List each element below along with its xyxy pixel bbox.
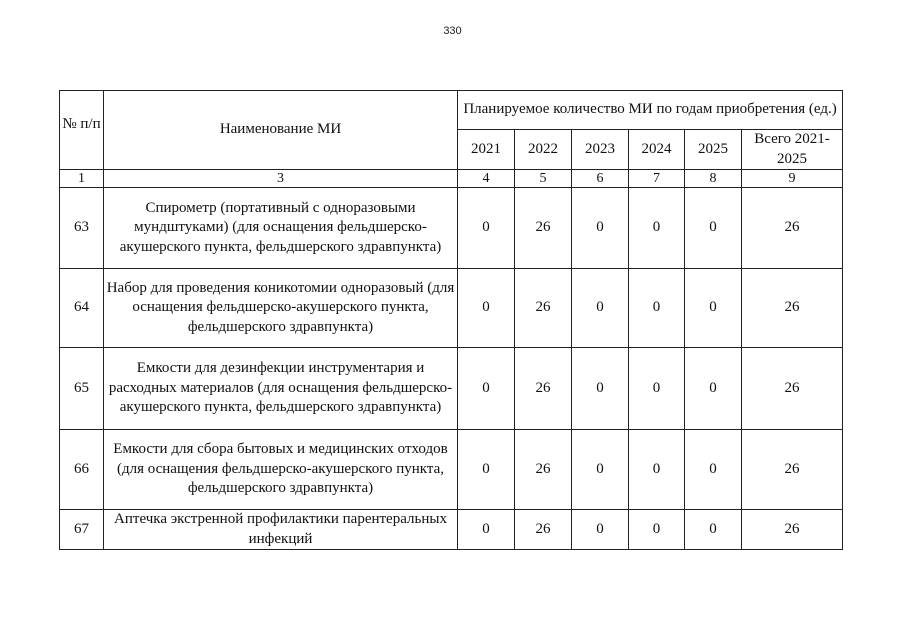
row-number: 65 [60, 348, 104, 430]
value-2023: 0 [572, 348, 629, 430]
column-number: 9 [742, 170, 843, 188]
table-row [60, 188, 843, 269]
header-name: Наименование МИ [104, 91, 458, 170]
column-number: 8 [685, 170, 742, 188]
page-number: 330 [443, 25, 462, 37]
value-2024: 0 [629, 269, 685, 348]
value-2025: 0 [685, 269, 742, 348]
value-2022: 26 [515, 188, 572, 269]
equipment-table-container [59, 90, 842, 550]
column-number: 1 [60, 170, 104, 188]
value-2022: 26 [515, 430, 572, 510]
value-2023: 0 [572, 269, 629, 348]
header-year-2022: 2022 [515, 130, 572, 170]
value-2021: 0 [458, 510, 515, 550]
value-total: 26 [742, 430, 843, 510]
value-2023: 0 [572, 188, 629, 269]
value-2024: 0 [629, 510, 685, 550]
value-2025: 0 [685, 188, 742, 269]
value-2024: 0 [629, 188, 685, 269]
column-number: 6 [572, 170, 629, 188]
header-year-2023: 2023 [572, 130, 629, 170]
value-2025: 0 [685, 430, 742, 510]
item-name: Аптечка экстренной профилактики парентеральных инфекций [104, 510, 458, 550]
value-2023: 0 [572, 430, 629, 510]
value-2021: 0 [458, 269, 515, 348]
row-number: 63 [60, 188, 104, 269]
value-2023: 0 [572, 510, 629, 550]
table-row [60, 430, 843, 510]
value-2025: 0 [685, 510, 742, 550]
equipment-table [59, 90, 843, 550]
row-number: 66 [60, 430, 104, 510]
column-numbers-row [60, 170, 843, 188]
row-number: 67 [60, 510, 104, 550]
header-number: № п/п [60, 91, 104, 170]
header-planned-quantity: Планируемое количество МИ по годам приобретения (ед.) [458, 91, 843, 130]
value-total: 26 [742, 510, 843, 550]
item-name: Спирометр (портативный с одноразовыми мундштуками) (для оснащения фельдшерско-акушерского пункта, фельдшерского здравпункта) [104, 188, 458, 269]
item-name: Набор для проведения коникотомии одноразовый (для оснащения фельдшерско-акушерского пункта, фельдшерского здравпункта) [104, 269, 458, 348]
column-number: 4 [458, 170, 515, 188]
column-number: 3 [104, 170, 458, 188]
header-row-1 [60, 91, 843, 130]
item-name: Емкости для сбора бытовых и медицинских отходов (для оснащения фельдшерско-акушерского пункта, фельдшерского здравпункта) [104, 430, 458, 510]
value-total: 26 [742, 188, 843, 269]
value-2022: 26 [515, 510, 572, 550]
value-2022: 26 [515, 348, 572, 430]
value-total: 26 [742, 348, 843, 430]
value-2022: 26 [515, 269, 572, 348]
header-year-2025: 2025 [685, 130, 742, 170]
table-row [60, 348, 843, 430]
header-year-2021: 2021 [458, 130, 515, 170]
value-2021: 0 [458, 188, 515, 269]
value-2024: 0 [629, 348, 685, 430]
value-2024: 0 [629, 430, 685, 510]
value-2025: 0 [685, 348, 742, 430]
column-number: 5 [515, 170, 572, 188]
header-year-2024: 2024 [629, 130, 685, 170]
header-total: Всего 2021-2025 [742, 130, 843, 170]
table-row [60, 269, 843, 348]
value-2021: 0 [458, 430, 515, 510]
value-total: 26 [742, 269, 843, 348]
row-number: 64 [60, 269, 104, 348]
table-row [60, 510, 843, 550]
item-name: Емкости для дезинфекции инструментария и расходных материалов (для оснащения фельдшерско-акушерского пункта, фельдшерского здравпункта) [104, 348, 458, 430]
column-number: 7 [629, 170, 685, 188]
value-2021: 0 [458, 348, 515, 430]
